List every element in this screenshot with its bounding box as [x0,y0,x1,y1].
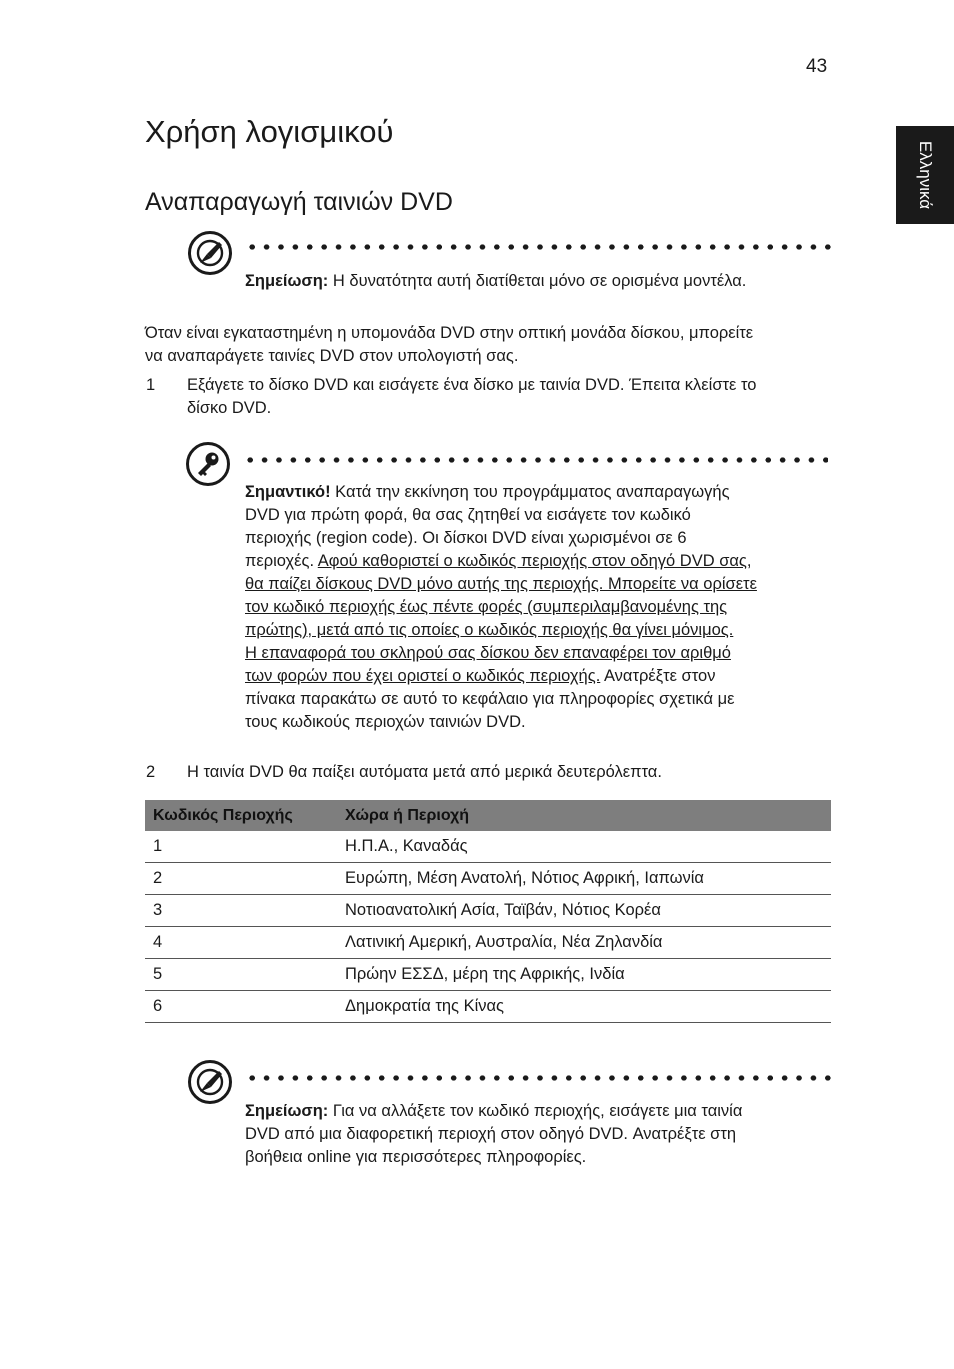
step-number: 2 [146,763,156,781]
language-tab [896,126,954,224]
step-number: 1 [146,376,156,394]
important-separator [243,457,828,463]
page-number: 43 [806,56,828,77]
important-line: πίνακα παρακάτω σε αυτό το κεφάλαιο για πληροφορίες σχετικά με [245,690,735,708]
cell-region: Λατινική Αμερική, Αυστραλία, Νέα Ζηλανδία [337,927,831,959]
intro-line: Όταν είναι εγκαταστημένη η υπομονάδα DVD στην οπτική μονάδα δίσκου, μπορείτε [145,324,754,342]
column-header-code: Κωδικός Περιοχής [145,800,337,831]
cell-region: Ευρώπη, Μέση Ανατολή, Νότιος Αφρική, Ιαπωνία [337,863,831,895]
cell-code: 2 [145,863,337,895]
step-line: Εξάγετε το δίσκο DVD και εισάγετε ένα δίσκο με ταινία DVD. Έπειτα κλείστε το [187,376,757,394]
cell-region: Η.Π.Α., Καναδάς [337,831,831,863]
table-row [145,863,831,895]
note-line: Για να αλλάξετε τον κωδικό περιοχής, εισάγετε μια ταινία [328,1102,743,1120]
important-line: τους κωδικούς περιοχών ταινιών DVD. [245,713,526,731]
intro-paragraph [145,322,845,368]
column-header-region: Χώρα ή Περιοχή [337,800,831,831]
step-text [187,374,847,420]
intro-line: να αναπαράγετε ταινίες DVD στον υπολογιστή σας. [145,347,519,365]
cell-code: 5 [145,959,337,991]
table-row [145,895,831,927]
table-header-row [145,800,831,831]
note-pencil-icon [188,1060,232,1104]
cell-code: 6 [145,991,337,1023]
note-line: DVD από μια διαφορετική περιοχή στον οδηγό DVD. Ανατρέξτε στη [245,1125,737,1143]
language-tab-label: Ελληνικά [916,140,935,210]
table-row [145,991,831,1023]
note-pencil-icon [188,231,232,275]
cell-region: Νοτιοανατολική Ασία, Ταϊβάν, Νότιος Κορέα [337,895,831,927]
page-title: Χρήση λογισμικού [145,114,394,149]
important-text [245,481,845,734]
note-label: Σημείωση: [245,1102,329,1120]
note-body: Η δυνατότητα αυτή διατίθεται μόνο σε ορισμένα μοντέλα. [328,272,747,290]
note-separator [245,244,833,250]
important-line: Ανατρέξτε στον [600,667,716,685]
table-row [145,959,831,991]
important-underlined: Η επαναφορά του σκληρού σας δίσκου δεν επαναφέρει τον αριθμό [245,644,731,662]
important-key-icon [186,442,230,486]
table-row [145,831,831,863]
note-line: βοήθεια online για περισσότερες πληροφορίες. [245,1148,587,1166]
important-line: DVD για πρώτη φορά, θα σας ζητηθεί να εισάγετε τον κωδικό [245,506,691,524]
step-line: δίσκο DVD. [187,399,272,417]
cell-code: 1 [145,831,337,863]
important-underlined: των φορών που έχει οριστεί ο κωδικός περιοχής. [245,667,601,685]
cell-code: 3 [145,895,337,927]
note-label: Σημείωση: [245,272,329,290]
table-row [145,927,831,959]
important-underlined: τον κωδικό περιοχής έως πέντε φορές (συμπεριλαμβανομένης της [245,598,728,616]
important-underlined: Αφού καθοριστεί ο κωδικός περιοχής στον οδηγό DVD σας, [317,552,752,570]
important-line: περιοχές. [245,552,318,570]
section-title: Αναπαραγωγή ταινιών DVD [145,188,453,216]
cell-region: Πρώην ΕΣΣΔ, μέρη της Αφρικής, Ινδία [337,959,831,991]
region-code-table [145,800,831,1023]
important-underlined: θα παίζει δίσκους DVD μόνο αυτής της περιοχής. Μπορείτε να ορίσετε [245,575,757,593]
cell-code: 4 [145,927,337,959]
note-text [245,270,835,293]
note-separator [245,1075,833,1081]
cell-region: Δημοκρατία της Κίνας [337,991,831,1023]
note-text [245,1100,845,1169]
important-line: Κατά την εκκίνηση του προγράμματος αναπαραγωγής [330,483,730,501]
important-line: περιοχής (region code). Οι δίσκοι DVD είναι χωρισμένοι σε 6 [245,529,687,547]
important-underlined: πρώτης), μετά από τις οποίες ο κωδικός περιοχής θα γίνει μόνιμος. [245,621,734,639]
important-label: Σημαντικό! [245,483,331,501]
step-text: Η ταινία DVD θα παίξει αυτόματα μετά από μερικά δευτερόλεπτα. [187,763,662,781]
